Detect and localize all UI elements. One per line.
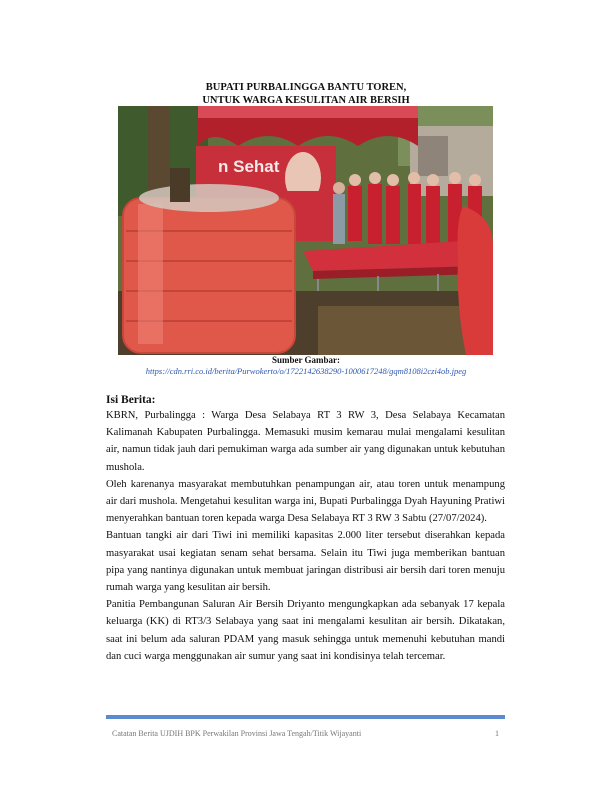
photo-source-url[interactable]: https://cdn.rri.co.id/berita/Purwokerto/o/1722142638290-1000617248/gqm8108i2czi4ob.jpeg bbox=[145, 366, 467, 376]
page-number: 1 bbox=[495, 729, 499, 738]
footer-text: Catatan Berita UJDIH BPK Perwakilan Provinsi Jawa Tengah/Titik Wijayanti bbox=[112, 729, 362, 738]
footer-divider bbox=[106, 715, 505, 719]
banner-text: n Sehat bbox=[218, 157, 280, 176]
document-title-line-1: BUPATI PURBALINGGA BANTU TOREN, bbox=[205, 82, 407, 93]
paragraph: Oleh karenanya masyarakat membutuhkan penampungan air, atau toren untuk menampung air dari mushola. Mengetahui kesulitan warga ini, Bupati Purbalingga Dyah Hayuning Pratiwi menyerahkan bantuan toren kepada warga Desa Selabaya RT 3 RW 3 Sabtu (27/07/2024). bbox=[106, 478, 505, 525]
document-title-line-2: UNTUK WARGA KESULITAN AIR BERSIH bbox=[202, 95, 410, 106]
article-body bbox=[106, 407, 505, 665]
section-heading: Isi Berita: bbox=[106, 394, 156, 406]
news-photo bbox=[118, 106, 493, 355]
paragraph: Panitia Pembangunan Saluran Air Bersih Driyanto mengungkapkan ada sebanyak 17 kepala keluarga (KK) di RT3/3 Selabaya yang saat ini mengalami kesulitan air bersih. Dikatakan, saat ini belum ada saluran PDAM yang masuk sehingga untuk memenuhi kebutuhan mandi dan cuci warga menggunakan air sumur yang saat ini kondisinya telah tercemar. bbox=[106, 599, 505, 662]
paragraph: Bantuan tangki air dari Tiwi ini memiliki kapasitas 2.000 liter tersebut diserahkan kepada masyarakat usai kegiatan senam sehat bersama. Selain itu Tiwi juga memberikan bantuan pipa yang nantinya digunakan untuk membuat jaringan distribusi air bersih dari toren menuju rumah warga yang kesulitan air bersih. bbox=[106, 530, 505, 594]
paragraph: KBRN, Purbalingga : Warga Desa Selabaya RT 3 RW 3, Desa Selabaya Kecamatan Kalimanah Kabupaten Purbalingga. Memasuki musim kemarau mulai mengalami kesulitan air, namun tidak jauh dari pemukiman warga ada sumber air yang digunakan untuk kebutuhan mushola. bbox=[106, 410, 505, 473]
photo-caption-label: Sumber Gambar: bbox=[271, 355, 341, 365]
